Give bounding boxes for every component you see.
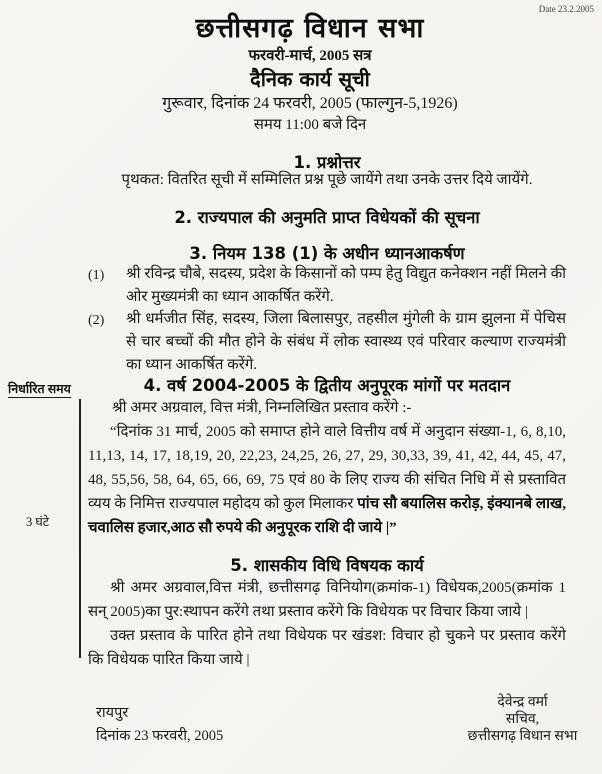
allotted-time-label-text: निर्धारित समय [8, 382, 71, 396]
item-number: (2) [88, 313, 105, 328]
section-1-body: पृथकत: वितरित सूची में सम्मिलित प्रश्न पूछे जायेंगे तथा उनके उत्तर दिये जायेंगे. [121, 172, 533, 188]
signatory-name: देवेन्द्र वर्मा [497, 695, 548, 710]
attention-item-2 [88, 308, 566, 377]
attention-item-1 [88, 263, 566, 309]
section-5-para-2: उक्त प्रस्ताव के पारित होने तथा विधेयक पर खंडश: विचार हो चुकने पर प्रस्ताव करेंगे कि विधेयक पारित किया जाये | [88, 628, 566, 668]
section-4-heading: 4. वर्ष 2004-2005 के द्वितीय अनुपूरक मांगों पर मतदान [143, 376, 511, 395]
section-5-heading: 5. शासकीय विधि विषयक कार्य [230, 556, 424, 575]
sitting-date-line: गुरूवार, दिनांक 24 फरवरी, 2005 (फाल्गुन-5,1926) [162, 95, 458, 113]
footer-date: दिनांक 23 फरवरी, 2005 [96, 728, 224, 744]
assembly-title: छत्तीसगढ़ विधान सभा [195, 13, 425, 44]
section-4-motion [88, 420, 566, 540]
section-4-intro: श्री अमर अग्रवाल, वित्त मंत्री, निम्नलिखित प्रस्ताव करेंगे :- [112, 400, 412, 416]
signatory-title: सचिव, [505, 712, 540, 727]
session-line: फरवरी-मार्च, 2005 सत्र [248, 48, 372, 65]
document-header [20, 13, 600, 134]
scan-date: Date 23.2.2005 [538, 4, 594, 14]
item-text: श्री धर्मजीत सिंह, सदस्य, जिला बिलासपुर, तहसील मुंगेली के ग्राम झुलना में पेचिस से चार बच्चों की मौत होने के संबंध में लोक स्वास्थ्य एवं परिवार कल्याण राज्यमंत्री का ध्यान आकर्षित करेंगे. [126, 311, 566, 373]
motion-text: “दिनांक 31 मार्च, 2005 को समाप्त होने वाले वित्तीय वर्ष में अनुदान संख्या-1, 6, 8,10, 11,13, 14, 17, 18,19, 20, 22,23, 24,25, 26, 27, 29, 30,33, 39, 41, 42, 44, 45, 47, 48, 55,56, 58, 64, 65, 66, 69, 75 एवं 80 के लिए राज्य की संचित निधि में से प्रस्तावित व्यय के निमित्त राज्यपाल महोदय को कुल मिलाकर [88, 424, 566, 512]
section-1-heading: 1. प्रश्नोत्तर [293, 153, 361, 172]
document-title: दैनिक कार्य सूची [250, 67, 370, 92]
allotted-time-label [8, 380, 71, 397]
item-number: (1) [88, 268, 105, 283]
bracket-rule [79, 399, 81, 658]
time-line: समय 11:00 बजे दिन [253, 116, 367, 133]
section-2-heading: 2. राज्यपाल की अनुमति प्राप्त विधेयकों की सूचना [174, 208, 480, 227]
motion-amount-bold: पांच सौ बयालिस करोड़, इंक्यानबे लाख, चवालिस हजार,आठ सौ रुपये की अनुपूरक राशि दी जाये |” [88, 496, 566, 536]
footer-place: रायपुर [96, 705, 129, 721]
signature-block [430, 694, 602, 745]
section-5-para-1: श्री अमर अग्रवाल,वित्त मंत्री, छत्तीसगढ़ विनियोग(क्रमांक-1) विधेयक,2005(क्रमांक 1 सन् 2005)का पुर:स्थापन करेंगे तथा प्रस्ताव करेंगे कि विधेयक पर विचार किया जाये | [88, 580, 566, 620]
footer-place-date [96, 702, 223, 748]
signatory-org: छत्तीसगढ़ विधान सभा [467, 729, 578, 744]
allotted-time-value: 3 घंटे [26, 515, 50, 529]
item-text: श्री रविन्द्र चौबे, सदस्य, प्रदेश के किसानों को पम्प हेतु विद्युत कनेक्शन नहीं मिलने की ओर मुख्यमंत्री का ध्यान आकर्षित करेंगे. [126, 266, 566, 305]
section-3-heading: 3. नियम 138 (1) के अधीन ध्यानआकर्षण [189, 244, 465, 263]
